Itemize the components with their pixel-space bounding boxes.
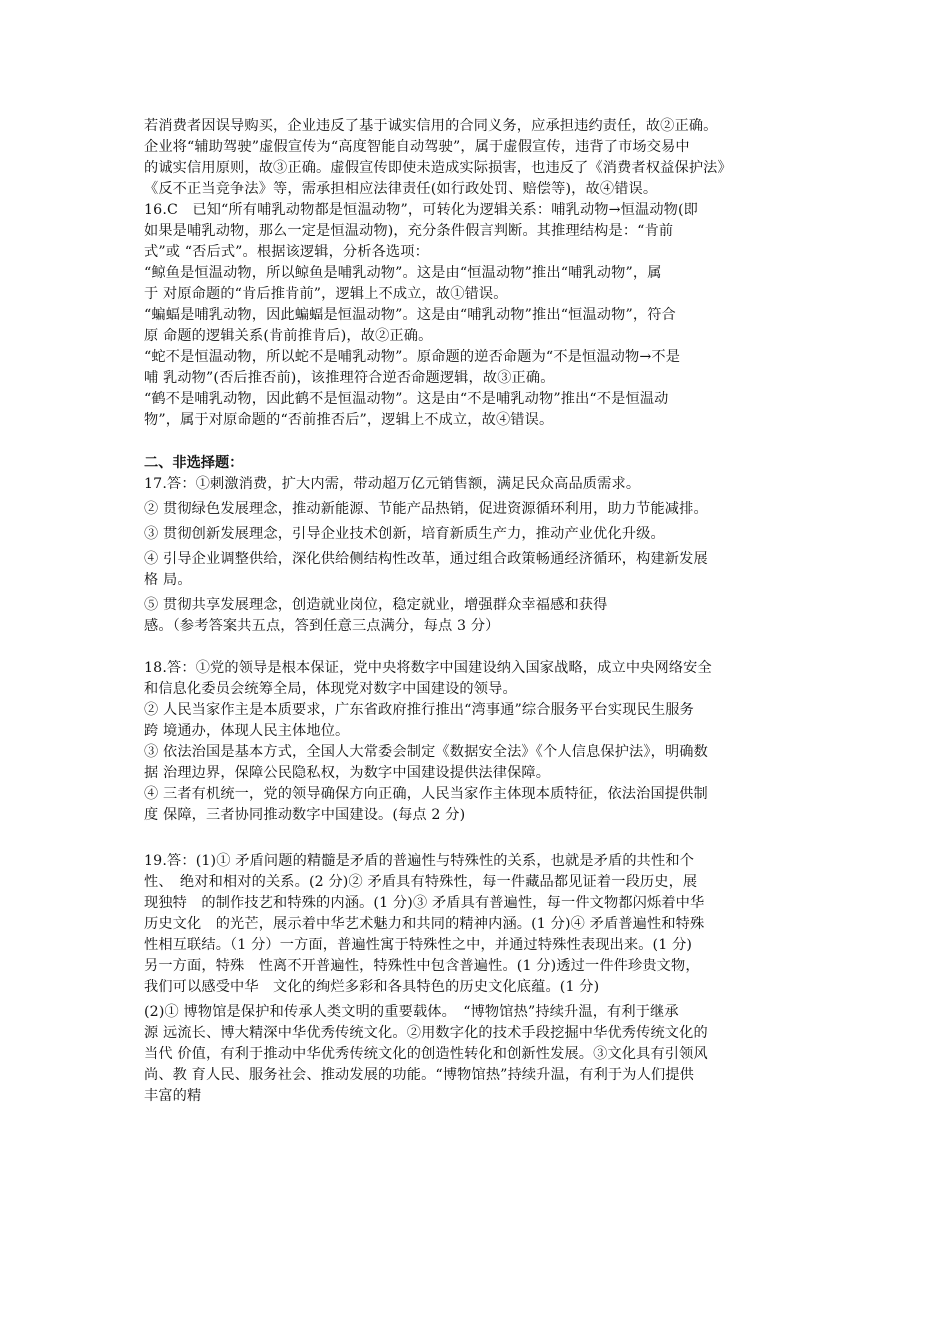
text-line: 19.答：(1)① 矛盾问题的精髓是矛盾的普遍性与特殊性的关系，也就是矛盾的共性和个 xyxy=(144,853,695,869)
text-line: 尚、教 育人民、服务社会、推动发展的功能。“博物馆热”持续升温，有利于为人们提供 xyxy=(144,1067,694,1083)
text-line: 哺 乳动物”(否后推否前)，该推理符合逆否命题逻辑，故③正确。 xyxy=(144,370,555,386)
text-line: “蛇不是恒温动物，所以蛇不是哺乳动物”。原命题的逆否命题为“不是恒温动物→不是 xyxy=(144,349,681,365)
text-line: (2)① 博物馆是保护和传承人类文明的重要载体。 “博物馆热”持续升温，有利于继承 xyxy=(144,1004,679,1020)
text-line: 感。（参考答案共五点，答到任意三点满分，每点 3 分） xyxy=(144,618,500,634)
text-line: 的诚实信用原则，故③正确。虚假宣传即使未造成实际损害，也违反了《消费者权益保护法》 xyxy=(144,160,732,176)
text-line: 16.C 已知“所有哺乳动物都是恒温动物”，可转化为逻辑关系：哺乳动物→恒温动物(即 xyxy=(144,202,699,218)
text-line: 式”或 “否后式”。根据该逻辑，分析各选项： xyxy=(144,244,429,260)
text-line: “蝙蝠是哺乳动物，因此蝙蝠是恒温动物”。这是由“哺乳动物”推出“恒温动物”，符合 xyxy=(144,307,676,323)
text-line: 和信息化委员会统筹全局，体现党对数字中国建设的领导。 xyxy=(144,681,517,697)
text-line: 格 局。 xyxy=(144,572,192,588)
text-line: 度 保障，三者协同推动数字中国建设。(每点 2 分) xyxy=(144,807,466,823)
text-line: 源 远流长、博大精深中华优秀传统文化。②用数字化的技术手段挖掘中华优秀传统文化的 xyxy=(144,1025,708,1041)
text-line: 我们可以感受中华 文化的绚烂多彩和各具特色的历史文化底蕴。(1 分) xyxy=(144,979,600,995)
text-line: “鲸鱼是恒温动物，所以鲸鱼是哺乳动物”。这是由“恒温动物”推出“哺乳动物”，属 xyxy=(144,265,662,281)
section-heading: 二、非选择题： xyxy=(144,455,244,471)
text-line: 现独特 的制作技艺和特殊的内涵。(1 分)③ 矛盾具有普遍性，每一件文物都闪烁着中华 xyxy=(144,895,705,911)
text-line: ② 贯彻绿色发展理念，推动新能源、节能产品热销，促进资源循环利用，助力节能减排。 xyxy=(144,501,708,517)
text-line: ③ 依法治国是基本方式，全国人大常委会制定《数据安全法》《个人信息保护法》，明确数 xyxy=(144,744,708,760)
text-line: “鹤不是哺乳动物，因此鹤不是恒温动物”。这是由“不是哺乳动物”推出“不是恒温动 xyxy=(144,391,669,407)
q19-answer-part2 xyxy=(144,1002,820,1107)
q17-answer xyxy=(144,474,820,637)
text-line: 于 对原命题的“肯后推肯前”，逻辑上不成立，故①错误。 xyxy=(144,286,508,302)
text-line: 如果是哺乳动物，那么一定是恒温动物)，充分条件假言判断。其推理结构是：“肯前 xyxy=(144,223,674,239)
text-line: 历史文化 的光芒，展示着中华艺术魅力和共同的精神内涵。(1 分)④ 矛盾普遍性和特殊 xyxy=(144,916,705,932)
text-line: 据 治理边界，保障公民隐私权，为数字中国建设提供法律保障。 xyxy=(144,765,551,781)
q19-answer-part1 xyxy=(144,851,820,998)
text-line: 原 命题的逻辑关系(肯前推肯后)，故②正确。 xyxy=(144,328,433,344)
text-line: 18.答：①党的领导是根本保证，党中央将数字中国建设纳入国家战略，成立中央网络安全 xyxy=(144,660,712,676)
text-line: 物”，属于对原命题的“否前推否后”，逻辑上不成立，故④错误。 xyxy=(144,412,554,428)
q18-answer xyxy=(144,658,820,826)
text-line: 丰富的精 xyxy=(144,1088,202,1104)
answer-page xyxy=(144,116,820,1107)
text-line: ⑤ 贯彻共享发展理念，创造就业岗位，稳定就业，增强群众幸福感和获得 xyxy=(144,597,608,613)
text-line: 跨 境通办，体现人民主体地位。 xyxy=(144,723,350,739)
text-line: 当代 价值，有利于推动中华优秀传统文化的创造性转化和创新性发展。③文化具有引领风 xyxy=(144,1046,708,1062)
q15-explanation-tail xyxy=(144,116,820,200)
text-line: 17.答：①刺激消费，扩大内需，带动超万亿元销售额，满足民众高品质需求。 xyxy=(144,476,641,492)
text-line: 《反不正当竞争法》等，需承担相应法律责任(如行政处罚、赔偿等)，故④错误。 xyxy=(144,181,658,197)
text-line: ③ 贯彻创新发展理念，引导企业技术创新，培育新质生产力，推动产业优化升级。 xyxy=(144,526,665,542)
text-line: 企业将“辅助驾驶”虚假宣传为“高度智能自动驾驶”，属于虚假宣传，违背了市场交易中 xyxy=(144,139,690,155)
text-line: 若消费者因误导购买，企业违反了基于诚实信用的合同义务，应承担违约责任，故②正确。 xyxy=(144,118,718,134)
text-line: 性、 绝对和相对的关系。(2 分)② 矛盾具有特殊性，每一件藏品都见证着一段历史，展 xyxy=(144,874,698,890)
text-line: ④ 引导企业调整供给，深化供给侧结构性改革，通过组合政策畅通经济循环，构建新发展 xyxy=(144,551,708,567)
text-line: 性相互联结。（1 分）一方面，普遍性寓于特殊性之中，并通过特殊性表现出来。(1 分) xyxy=(144,937,693,953)
text-line: ② 人民当家作主是本质要求，广东省政府推行推出“湾事通”综合服务平台实现民生服务 xyxy=(144,702,694,718)
text-line: 另一方面，特殊 性离不开普遍性，特殊性中包含普遍性。(1 分)透过一件件珍贵文物， xyxy=(144,958,700,974)
q16-explanation xyxy=(144,200,820,431)
text-line: ④ 三者有机统一，党的领导确保方向正确，人民当家作主体现本质特征，依法治国提供制 xyxy=(144,786,708,802)
